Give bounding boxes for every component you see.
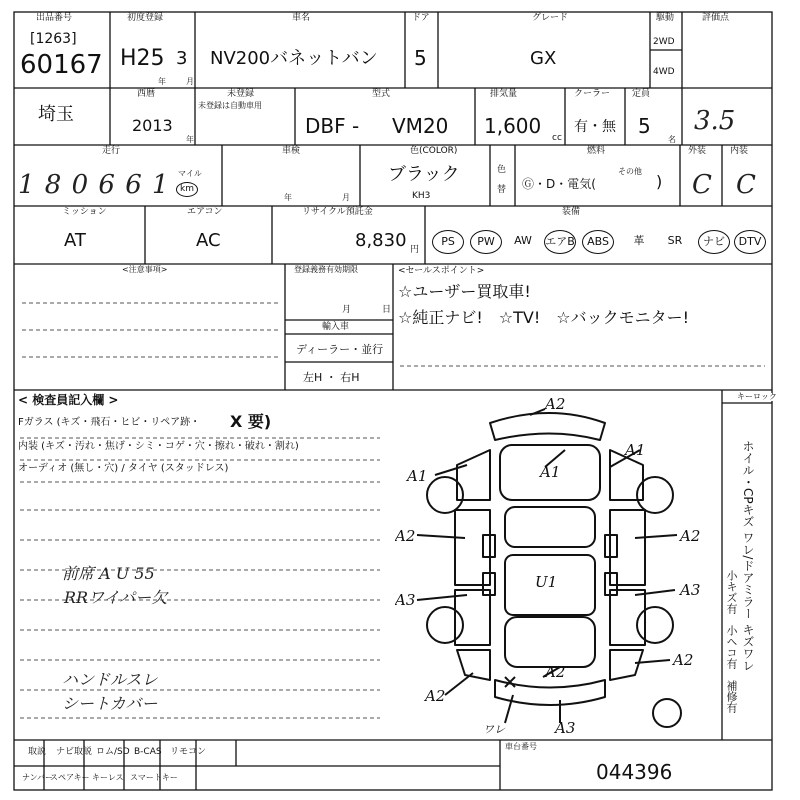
first-reg-year-unit: 年 — [158, 77, 166, 86]
handnote-3: ハンドルスレ — [62, 670, 158, 689]
equipment-label: 装備 — [562, 207, 581, 217]
equipment-item: 革 — [633, 234, 645, 247]
equipment-item: DTV — [734, 230, 766, 254]
footer-item-top: ナビ取説 — [56, 747, 93, 757]
import-label: 輸入車 — [322, 322, 350, 332]
damage-mark: A3 — [555, 719, 576, 735]
equipment-item: PW — [470, 230, 502, 254]
model-prefix: DBF - — [305, 114, 360, 138]
capacity-value: 5 — [638, 114, 651, 138]
damage-mark: A2 — [673, 651, 694, 669]
frame-label: 車台番号 — [505, 742, 537, 751]
dealer-label: ディーラー・並行 — [296, 343, 384, 356]
car-name-label: 車名 — [292, 13, 311, 23]
fuel-close: ) — [656, 172, 663, 191]
footer-item-top: B-CAS — [134, 747, 162, 757]
color-value: ブラック — [388, 164, 460, 185]
displacement-value: 1,600 — [484, 114, 542, 138]
damage-mark: U1 — [535, 573, 558, 591]
color-change-1: 色 — [497, 165, 507, 175]
unreg-note: 未登録は自動車用 — [198, 101, 262, 110]
color-code: KH3 — [412, 191, 431, 201]
equipment-item: ナビ — [698, 230, 730, 254]
damage-mark: A3 — [395, 591, 416, 609]
fuel-other: その他 — [618, 167, 642, 176]
equipment-item: AW — [514, 234, 532, 247]
damage-mark: A3 — [680, 581, 701, 599]
lot-number: 60167 — [20, 50, 103, 80]
inspection-title: < 検査員記入欄 > — [18, 393, 119, 407]
equipment-item: SR — [667, 234, 683, 247]
exterior-grade: C — [692, 170, 712, 200]
equipment-item: エアB — [544, 230, 576, 254]
damage-mark: A2 — [545, 395, 566, 413]
score-value: 3.5 — [694, 106, 736, 136]
capacity-unit: 名 — [668, 135, 676, 144]
yen-unit: 円 — [410, 245, 420, 255]
doors-value: 5 — [414, 46, 427, 70]
damage-mark: A2 — [545, 663, 566, 681]
unreg-label: 未登録 — [227, 89, 255, 99]
interior-grade: C — [736, 170, 756, 200]
sales-label: <セールスポイント> — [398, 266, 485, 276]
drive-label: 駆動 — [656, 13, 675, 23]
car-name: NV200バネットバン — [210, 48, 378, 69]
equipment-item: PS — [432, 230, 464, 254]
doors-label: ドア — [412, 13, 430, 23]
recycle-label: リサイクル預託金 — [302, 207, 373, 217]
first-reg-label: 初度登録 — [127, 13, 164, 23]
color-change-2: 替 — [497, 185, 507, 195]
recycle-fee: 8,830 — [355, 230, 407, 251]
side-small-text: 小キズ有 小ヘコ有 補修有 — [725, 570, 738, 713]
grade-label: グレード — [532, 13, 569, 23]
footer-item-top: 取説 — [28, 747, 47, 757]
year-value: 2013 — [132, 116, 173, 135]
ac-choice: 有・無 — [574, 119, 616, 135]
shaken-month-unit: 月 — [342, 193, 350, 202]
mileage-label: 走行 — [102, 146, 121, 156]
footer-item-top: ロム/SD — [96, 747, 130, 757]
damage-mark: A1 — [407, 467, 428, 485]
shaken-label: 車検 — [282, 146, 301, 156]
region-value: 埼玉 — [38, 104, 74, 125]
drive-2wd: 2WD — [653, 37, 675, 47]
car-damage-diagram — [395, 395, 715, 735]
damage-mark: A2 — [425, 687, 446, 705]
capacity-label: 定員 — [632, 89, 651, 99]
side-text: ホイル・CPキズ ワレ/ドアミラー キズワレ — [741, 440, 755, 672]
equipment-item: ABS — [582, 230, 614, 254]
sales-point-2: ☆純正ナビ! ☆TV! ☆バックモニター! — [398, 308, 689, 327]
exterior-label: 外装 — [688, 146, 707, 156]
handnote-4: シートカバー — [62, 694, 158, 713]
first-reg-month-unit: 月 — [186, 77, 194, 86]
damage-mark: A2 — [395, 527, 416, 545]
footer-item-bottom: スペアキー — [50, 773, 90, 782]
glass-line: Fガラス (キズ・飛石・ヒビ・リペア跡・ — [18, 417, 201, 428]
footer-item-bottom: スマートキー — [130, 773, 178, 782]
cooler-label: クーラー — [574, 89, 611, 99]
mission-value: AT — [64, 230, 86, 251]
eval-label: 評価点 — [702, 13, 730, 23]
displacement-label: 排気量 — [490, 89, 518, 99]
notes-day-unit: 日 — [382, 305, 392, 315]
aircon-value: AC — [196, 230, 221, 251]
handle-label: 左H ・ 右H — [303, 371, 360, 384]
first-reg-era: H25 — [120, 46, 165, 71]
interior-label: 内装 — [730, 146, 749, 156]
damage-mark: A1 — [625, 441, 646, 459]
color-label: 色(COLOR) — [410, 146, 458, 156]
inspection-expiry-label: 登録義務有効期限 — [294, 265, 358, 274]
caution-label: <注意事項> — [122, 265, 168, 274]
lot-label: 出品番号 — [36, 13, 73, 23]
interior-line: 内装 (キズ・汚れ・焦げ・シミ・コゲ・穴・擦れ・破れ・割れ) — [18, 441, 299, 452]
glass-mark: X 要) — [230, 412, 272, 431]
shaken-year-unit: 年 — [284, 193, 292, 202]
seireki-label: 西暦 — [137, 89, 156, 99]
handnote-1: 前席 A U 55 — [62, 564, 155, 583]
frame-number: 044396 — [596, 760, 673, 784]
mile-unit: マイル — [178, 169, 202, 178]
fuel-options: Ⓖ・D・電気( — [522, 177, 596, 191]
damage-mark: A2 — [680, 527, 701, 545]
model-label: 型式 — [372, 89, 391, 99]
notes-month-unit: 月 — [342, 305, 352, 315]
sales-point-1: ☆ユーザー買取車! — [398, 282, 531, 301]
fuel-label: 燃料 — [587, 146, 606, 156]
year-unit: 年 — [186, 135, 194, 144]
mileage-value: 1 8 0 6 6 1 — [18, 170, 170, 200]
km-unit: km — [176, 182, 198, 197]
mission-label: ミッション — [62, 207, 107, 217]
footer-item-top: リモコン — [170, 747, 207, 757]
footer-item-bottom: ナンバー — [22, 773, 54, 782]
drive-4wd: 4WD — [653, 67, 675, 77]
grade-value: GX — [530, 48, 557, 69]
audio-line: オーディオ (無し・穴) / タイヤ (スタッドレス) — [18, 463, 229, 474]
aircon-label: エアコン — [187, 207, 223, 217]
damage-mark: A1 — [540, 463, 561, 481]
keylock-label: キーロック — [737, 392, 777, 401]
handnote-2: RRワイパー欠 — [64, 588, 168, 607]
first-reg-month: 3 — [176, 48, 188, 69]
cc-unit: cc — [552, 133, 562, 143]
footer-item-bottom: キーレス — [92, 773, 124, 782]
damage-mark: ワレ — [483, 723, 505, 735]
lot-sub-number: [1263] — [30, 31, 77, 47]
model-code: VM20 — [392, 114, 449, 138]
